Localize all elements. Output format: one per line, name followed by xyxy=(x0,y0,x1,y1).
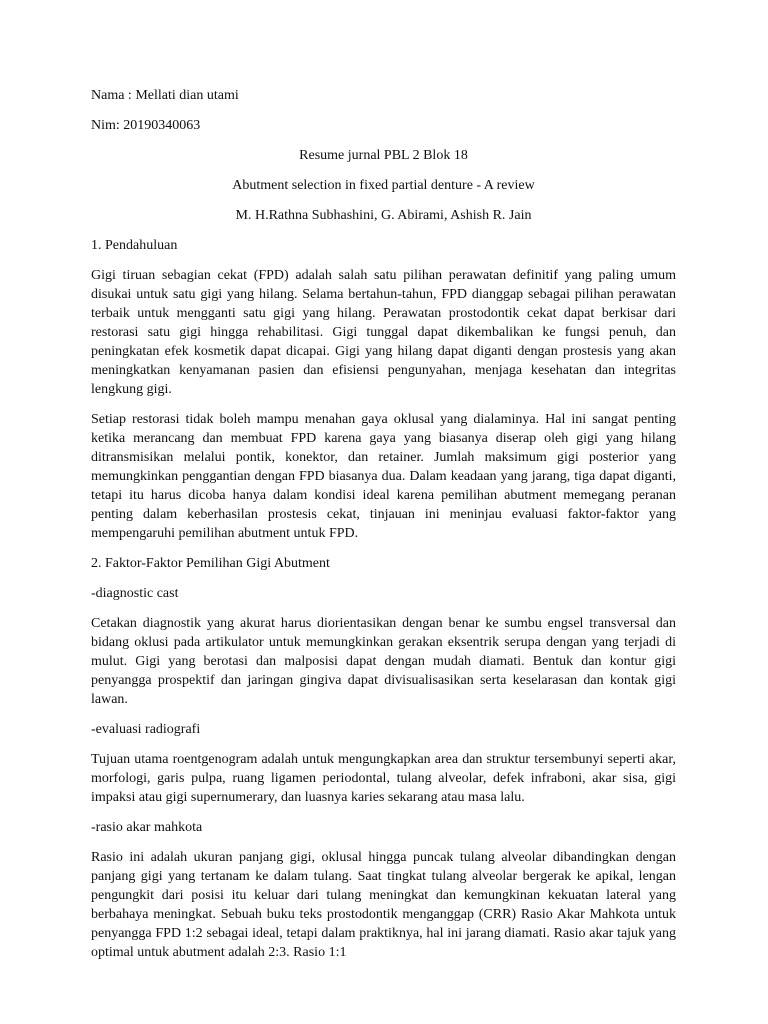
student-nim-line: Nim: 20190340063 xyxy=(91,118,201,133)
resume-title: Resume jurnal PBL 2 Blok 18 xyxy=(299,148,468,163)
document-body xyxy=(91,86,676,973)
section-heading-faktor: 2. Faktor-Faktor Pemilihan Gigi Abutment xyxy=(91,556,330,571)
article-title: Abutment selection in fixed partial denture - A review xyxy=(232,178,535,193)
student-name-line: Nama : Mellati dian utami xyxy=(91,88,239,103)
paragraph-pendahuluan-2: Setiap restorasi tidak boleh mampu menahan gaya oklusal yang dialaminya. Hal ini sangat penting ketika merancang dan membuat FPD karena gaya yang biasanya diserap oleh gigi yang hilang ditransmisikan melalui pontik, konektor, dan retainer. Jumlah maksimum gigi posterior yang memungkinkan penggantian dengan FPD biasanya dua. Dalam keadaan yang jarang, tiga dapat diganti, tetapi itu harus dicoba hanya dalam kondisi ideal karena pemilihan abutment memegang peranan penting dalam keberhasilan prostesis cekat, tinjauan ini meninjau evaluasi faktor-faktor yang mempengaruhi pemilihan abutment untuk FPD. xyxy=(91,412,676,541)
paragraph-diagnostic-cast: Cetakan diagnostik yang akurat harus diorientasikan dengan benar ke sumbu engsel transversal dan bidang oklusi pada artikulator untuk memungkinkan gerakan eksentrik serupa dengan yang terjadi di mulut. Gigi yang berotasi dan malposisi dapat dengan mudah diamati. Bentuk dan kontur gigi penyangga prospektif dan jaringan gingiva dapat divisualisasikan serta keselarasan dan kontak gigi lawan. xyxy=(91,616,676,707)
paragraph-rasio-akar-mahkota: Rasio ini adalah ukuran panjang gigi, oklusal hingga puncak tulang alveolar dibandingkan dengan panjang gigi yang tertanam ke dalam tulang. Saat tingkat tulang alveolar bergerak ke apikal, lengan pengungkit dari posisi itu keluar dari tulang meningkat dan kemungkinan kekuatan lateral yang berbahaya meningkat. Sebuah buku teks prostodontik menganggap (CRR) Rasio Akar Mahkota untuk penyangga FPD 1:2 sebagai ideal, tetapi dalam praktiknya, hal ini jarang diamati. Rasio akar tajuk yang optimal untuk abutment adalah 2:3. Rasio 1:1 xyxy=(91,850,676,960)
subheading-rasio-akar-mahkota: -rasio akar mahkota xyxy=(91,820,203,835)
article-authors: M. H.Rathna Subhashini, G. Abirami, Ashish R. Jain xyxy=(235,208,532,223)
subheading-diagnostic-cast: -diagnostic cast xyxy=(91,586,179,601)
subheading-evaluasi-radiografi: -evaluasi radiografi xyxy=(91,722,201,737)
paragraph-pendahuluan-1: Gigi tiruan sebagian cekat (FPD) adalah salah satu pilihan perawatan definitif yang paling umum disukai untuk satu gigi yang hilang. Selama bertahun-tahun, FPD dianggap sebagai pilihan perawatan terbaik untuk mengganti satu gigi yang hilang. Perawatan prostodontik cekat dapat berkisar dari restorasi satu gigi hingga rehabilitasi. Gigi tunggal dapat dikembalikan ke fungsi penuh, dan peningkatan efek kosmetik dapat dicapai. Gigi yang hilang dapat diganti dengan prostesis yang akan meningkatkan kenyamanan pasien dan efisiensi pengunyahan, menjaga kesehatan dan integritas lengkung gigi. xyxy=(91,268,676,397)
paragraph-evaluasi-radiografi: Tujuan utama roentgenogram adalah untuk mengungkapkan area dan struktur tersembunyi seperti akar, morfologi, garis pulpa, ruang ligamen periodontal, tulang alveolar, defek infraboni, akar sisa, gigi impaksi atau gigi supernumerary, dan luasnya karies sekarang atau masa lalu. xyxy=(91,752,676,805)
section-heading-pendahuluan: 1. Pendahuluan xyxy=(91,238,178,253)
